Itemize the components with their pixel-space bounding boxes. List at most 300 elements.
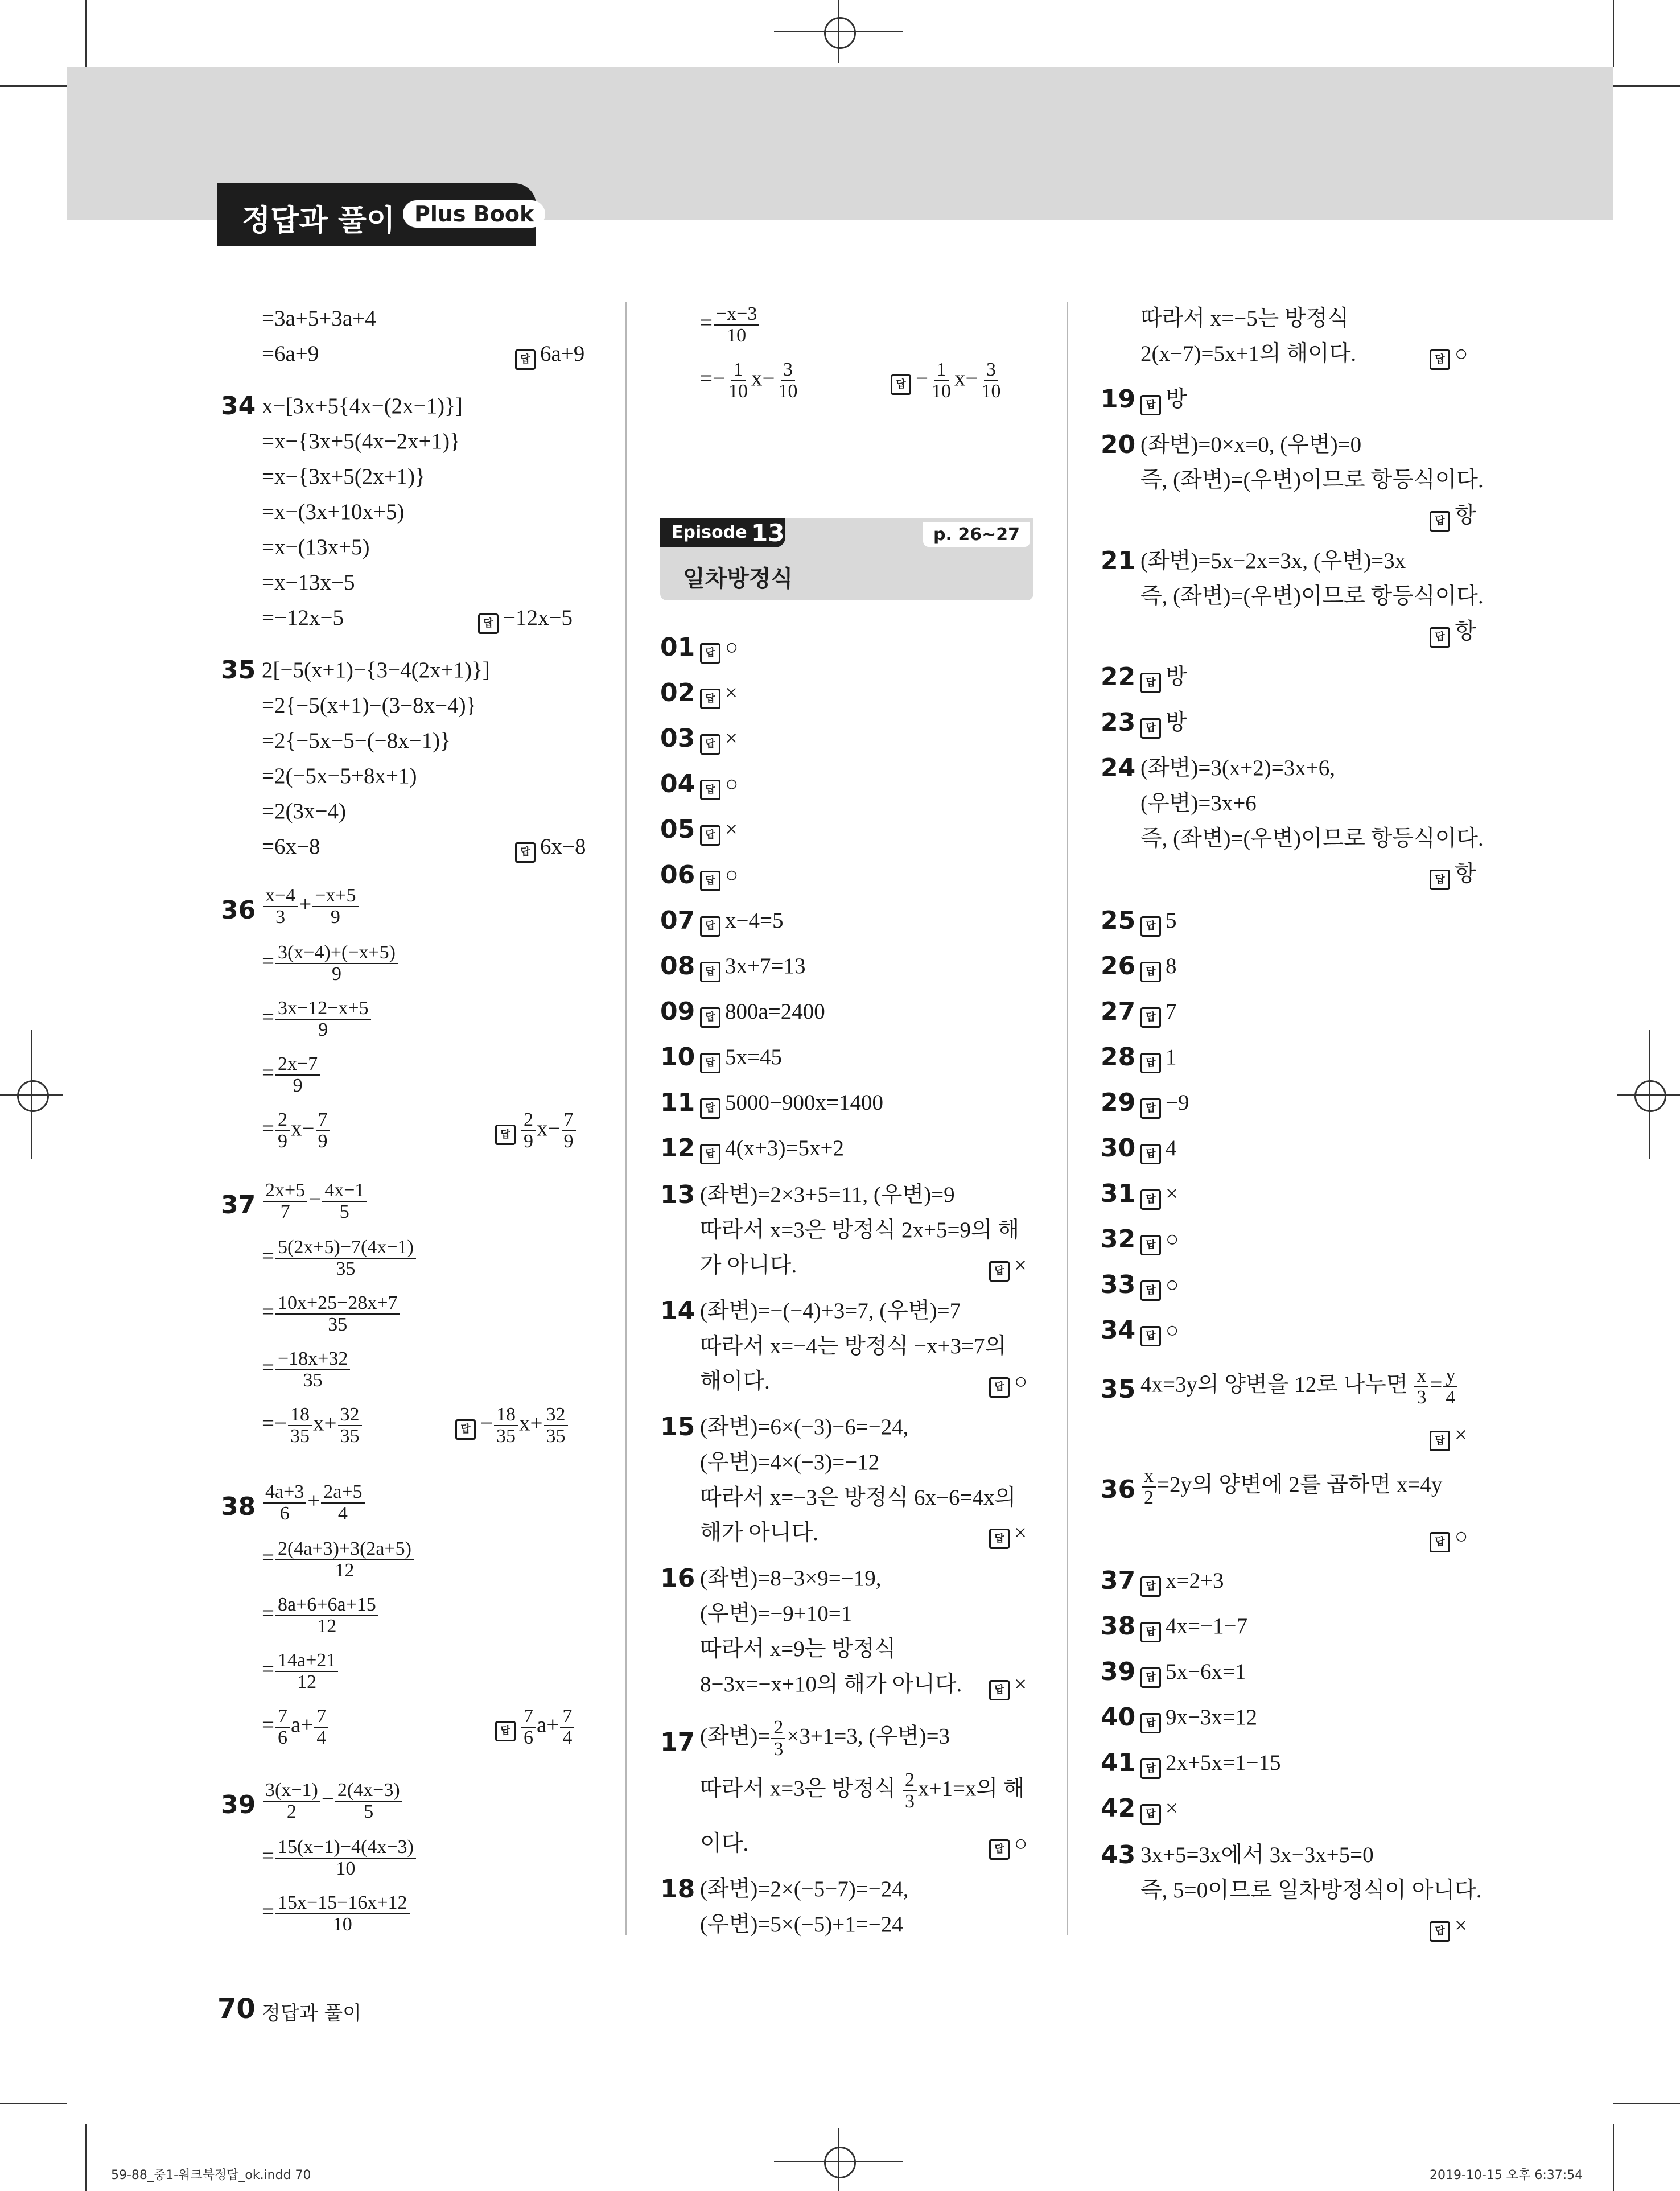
plus-book-badge: Plus Book bbox=[403, 200, 545, 228]
answer bbox=[1430, 504, 1476, 532]
numerator: x−4 bbox=[263, 886, 298, 907]
fraction bbox=[275, 1349, 350, 1390]
term: ×3+1=3, (우변)=3 bbox=[787, 1724, 950, 1749]
expr-line bbox=[262, 1780, 403, 1822]
problem-number: 13 bbox=[660, 1180, 695, 1209]
denominator: 6 bbox=[279, 1502, 290, 1524]
answer bbox=[1430, 343, 1468, 370]
problem-number: 36 bbox=[1101, 1475, 1136, 1504]
solution-line: 따라서 x=9는 방정식 bbox=[700, 1637, 896, 1661]
problem-number: 39 bbox=[221, 1790, 256, 1819]
answer-mark-icon: 답 bbox=[455, 1419, 476, 1440]
problem-number: 07 bbox=[660, 906, 695, 935]
denominator: 10 bbox=[778, 380, 798, 402]
expr-line bbox=[262, 1349, 351, 1390]
answer-value: ○ bbox=[1455, 1524, 1468, 1548]
expr-line: =2{−5(x+1)−(3−8x−4)} bbox=[262, 693, 477, 718]
fraction bbox=[275, 1893, 410, 1934]
numerator: 7 bbox=[275, 1706, 290, 1728]
answer-mark-icon: 답 bbox=[700, 1144, 720, 1164]
answer-mark-icon: 답 bbox=[515, 349, 536, 370]
fraction bbox=[275, 1237, 416, 1279]
fraction bbox=[714, 304, 759, 345]
numerator: 1 bbox=[934, 360, 949, 381]
denominator: 35 bbox=[328, 1313, 348, 1335]
problem-number: 33 bbox=[1101, 1270, 1136, 1299]
numerator: 3(x−4)+(−x+5) bbox=[275, 942, 398, 964]
answer bbox=[1140, 1000, 1177, 1028]
answer-value: 방 bbox=[1166, 387, 1187, 411]
answer-value: × bbox=[1014, 1521, 1027, 1545]
answer-mark-icon: 답 bbox=[1430, 511, 1450, 532]
denominator: 3 bbox=[275, 906, 286, 928]
operator: = bbox=[262, 1355, 274, 1380]
expr-line bbox=[262, 1539, 415, 1580]
operator: − bbox=[308, 1187, 322, 1212]
answer bbox=[1140, 955, 1177, 982]
answer-value: × bbox=[725, 681, 738, 705]
answer-mark-icon: 답 bbox=[478, 613, 499, 634]
solution-line: (우변)=−9+10=1 bbox=[700, 1601, 853, 1626]
answer bbox=[700, 909, 784, 937]
answer-mark-icon: 답 bbox=[700, 825, 720, 846]
denominator: 4 bbox=[337, 1502, 348, 1524]
answer bbox=[1140, 666, 1187, 693]
numerator: −x−3 bbox=[714, 304, 759, 326]
answer-value: 6a+9 bbox=[540, 341, 585, 366]
numerator: 1 bbox=[731, 360, 746, 381]
slug-file: 59-88_중1-워크북정답_ok.indd 70 bbox=[111, 2168, 311, 2182]
answer-value: 항 bbox=[1455, 862, 1476, 886]
answer bbox=[1430, 1914, 1467, 1942]
fraction bbox=[771, 1718, 785, 1759]
problem-number: 43 bbox=[1101, 1840, 1136, 1869]
problem-number: 06 bbox=[660, 860, 695, 889]
problem-number: 39 bbox=[1101, 1657, 1136, 1686]
episode-label: Episode bbox=[672, 522, 747, 542]
operator: = bbox=[262, 1243, 274, 1269]
expr-line: =2(−5x−5+8x+1) bbox=[262, 764, 417, 788]
solution-line: (좌변)=5x−2x=3x, (우변)=3x bbox=[1140, 549, 1406, 573]
term: − bbox=[480, 1411, 493, 1436]
operator: = bbox=[1430, 1372, 1443, 1397]
answer-mark-icon: 답 bbox=[1140, 1622, 1161, 1642]
answer bbox=[1140, 1706, 1257, 1733]
page-number: 70 bbox=[217, 1993, 256, 2025]
answer-mark-icon: 답 bbox=[1140, 1144, 1161, 1164]
fraction bbox=[321, 1482, 364, 1523]
answer bbox=[891, 360, 1004, 401]
numerator: 3 bbox=[781, 360, 795, 381]
problem-number: 16 bbox=[660, 1564, 695, 1593]
problem-number: 02 bbox=[660, 678, 695, 707]
denominator: 10 bbox=[932, 380, 951, 402]
answer-mark-icon: 답 bbox=[495, 1125, 516, 1145]
answer bbox=[515, 835, 586, 863]
answer bbox=[700, 727, 738, 755]
crop-mark bbox=[0, 85, 67, 87]
fraction bbox=[979, 360, 1003, 401]
answer-value: × bbox=[1014, 1253, 1027, 1278]
problem-number: 11 bbox=[660, 1088, 695, 1117]
numerator: 2 bbox=[521, 1110, 536, 1131]
numerator: 2 bbox=[771, 1718, 785, 1739]
problem-number: 25 bbox=[1101, 906, 1136, 935]
numerator: 32 bbox=[338, 1405, 362, 1426]
answer-value: x−4=5 bbox=[725, 908, 784, 933]
solution-line: (좌변)=6×(−3)−6=−24, bbox=[700, 1415, 909, 1439]
answer bbox=[1430, 1424, 1467, 1451]
denominator: 9 bbox=[278, 1130, 287, 1152]
numerator: 7 bbox=[316, 1110, 330, 1131]
numerator: 4x−1 bbox=[322, 1180, 367, 1202]
answer bbox=[1140, 1092, 1189, 1119]
answer-value: × bbox=[1014, 1672, 1027, 1696]
expr-line bbox=[700, 304, 760, 345]
crop-mark bbox=[0, 2103, 67, 2104]
numerator: 32 bbox=[544, 1405, 568, 1426]
solution-line: 가 아니다. bbox=[700, 1253, 797, 1278]
solution-line: 3x+5=3x에서 3x−3x+5=0 bbox=[1140, 1843, 1374, 1867]
answer bbox=[700, 636, 739, 664]
operator: = bbox=[262, 1657, 274, 1682]
denominator: 35 bbox=[336, 1258, 356, 1279]
problem-number: 26 bbox=[1101, 952, 1136, 981]
term: a+ bbox=[537, 1712, 559, 1737]
fraction bbox=[560, 1706, 574, 1748]
solution-line: (좌변)=0×x=0, (우변)=0 bbox=[1140, 433, 1362, 457]
denominator: 3 bbox=[904, 1790, 915, 1812]
numerator: 5(2x+5)−7(4x−1) bbox=[275, 1237, 416, 1259]
expr-line bbox=[262, 1405, 363, 1446]
expr-line bbox=[262, 1706, 330, 1748]
solution-line: 따라서 x=3은 방정식 2x+5=9의 해 bbox=[700, 1218, 1020, 1242]
problem-number: 35 bbox=[1101, 1375, 1136, 1404]
solution-line: 즉, (좌변)=(우변)이므로 항등식이다. bbox=[1140, 584, 1484, 608]
numerator: 3(x−1) bbox=[263, 1780, 320, 1802]
answer-value: ○ bbox=[1014, 1369, 1028, 1394]
answer-value: 8 bbox=[1166, 954, 1177, 978]
answer bbox=[478, 607, 573, 634]
expr-line: =2{−5x−5−(−8x−1)} bbox=[262, 728, 451, 753]
answer bbox=[1430, 1525, 1468, 1552]
numerator: 18 bbox=[288, 1405, 312, 1426]
answer-mark-icon: 답 bbox=[1140, 962, 1161, 982]
answer-value: 5000−900x=1400 bbox=[725, 1090, 883, 1115]
fraction bbox=[929, 360, 953, 401]
denominator: 2 bbox=[286, 1801, 297, 1822]
numerator: x bbox=[1142, 1466, 1156, 1488]
answer-value: 6x−8 bbox=[540, 834, 586, 859]
expr-line: =6x−8 bbox=[262, 834, 320, 859]
answer-mark-icon: 답 bbox=[700, 871, 720, 891]
answer-mark-icon: 답 bbox=[1140, 395, 1161, 415]
answer-value: 800a=2400 bbox=[725, 999, 825, 1024]
answer bbox=[700, 1000, 825, 1028]
denominator: 35 bbox=[303, 1369, 323, 1391]
solution-line: 즉, (좌변)=(우변)이므로 항등식이다. bbox=[1140, 468, 1484, 492]
answer bbox=[700, 1137, 844, 1164]
crop-mark bbox=[31, 1030, 32, 1159]
crop-mark bbox=[1613, 85, 1680, 87]
denominator: 6 bbox=[278, 1727, 287, 1748]
solution-line: 즉, (좌변)=(우변)이므로 항등식이다. bbox=[1140, 826, 1484, 851]
answer-mark-icon: 답 bbox=[700, 643, 720, 664]
fraction bbox=[275, 1706, 290, 1748]
answer-value: 5x−6x=1 bbox=[1166, 1659, 1246, 1684]
footer-label: 정답과 풀이 bbox=[262, 2002, 362, 2025]
answer-mark-icon: 답 bbox=[515, 842, 536, 863]
problem-number: 24 bbox=[1101, 753, 1136, 782]
fraction bbox=[275, 1539, 414, 1580]
answer-value: × bbox=[1455, 1913, 1467, 1938]
denominator: 4 bbox=[316, 1727, 327, 1748]
answer-value: ○ bbox=[1455, 341, 1468, 366]
answer bbox=[1430, 863, 1476, 890]
answer-mark-icon: 답 bbox=[1140, 1280, 1161, 1301]
problem-number: 21 bbox=[1101, 546, 1136, 575]
answer-value: ○ bbox=[1014, 1831, 1028, 1856]
answer-value: x=2+3 bbox=[1166, 1568, 1224, 1593]
answer-value: 4 bbox=[1166, 1136, 1177, 1160]
numerator: 2 bbox=[275, 1110, 290, 1131]
term: x+1=x의 해 bbox=[917, 1776, 1025, 1801]
solution-line: 따라서 x=−4는 방정식 −x+3=7의 bbox=[700, 1334, 1007, 1358]
problem-number: 18 bbox=[660, 1875, 695, 1904]
crop-mark bbox=[1613, 2103, 1680, 2104]
answer-value: 7 bbox=[1166, 999, 1177, 1024]
numerator: x bbox=[1414, 1366, 1428, 1387]
answer bbox=[700, 864, 739, 891]
answer-value: ○ bbox=[1166, 1318, 1179, 1342]
answer-mark-icon: 답 bbox=[989, 1529, 1010, 1549]
problem-number: 04 bbox=[660, 769, 695, 798]
term: − bbox=[916, 366, 928, 391]
problem-number: 34 bbox=[1101, 1316, 1136, 1345]
problem-number: 27 bbox=[1101, 997, 1136, 1026]
answer bbox=[989, 1673, 1027, 1700]
solution-line: 해이다. bbox=[700, 1369, 770, 1394]
solution-line: 이다. bbox=[700, 1831, 749, 1856]
numerator: 7 bbox=[314, 1706, 328, 1728]
problem-number: 37 bbox=[1101, 1566, 1136, 1595]
denominator: 9 bbox=[330, 906, 340, 928]
denominator: 9 bbox=[332, 963, 341, 985]
answer-value: 방 bbox=[1166, 665, 1187, 689]
answer-mark-icon: 답 bbox=[989, 1839, 1010, 1860]
answer bbox=[495, 1110, 577, 1151]
expr-line: =2(3x−4) bbox=[262, 799, 346, 823]
answer bbox=[989, 1370, 1028, 1398]
fraction bbox=[1443, 1366, 1457, 1407]
problem-number: 23 bbox=[1101, 708, 1136, 737]
numerator: 2a+5 bbox=[321, 1482, 364, 1504]
expr-line bbox=[262, 1893, 411, 1934]
problem-number: 35 bbox=[221, 656, 256, 685]
answer bbox=[1140, 1752, 1280, 1779]
fraction bbox=[726, 360, 750, 401]
problem-number: 40 bbox=[1101, 1703, 1136, 1732]
term: x− bbox=[537, 1116, 561, 1141]
denominator: 9 bbox=[563, 1130, 574, 1152]
expr-line bbox=[262, 1237, 417, 1279]
answer-value: 4x=−1−7 bbox=[1166, 1614, 1247, 1638]
answer bbox=[1140, 1661, 1246, 1688]
denominator: 10 bbox=[332, 1913, 352, 1935]
numerator: 15x−15−16x+12 bbox=[275, 1893, 410, 1914]
fraction bbox=[275, 942, 398, 984]
denominator: 35 bbox=[496, 1425, 516, 1447]
answer-value: × bbox=[725, 726, 738, 751]
operator: = bbox=[262, 1299, 274, 1324]
numerator: 15(x−1)−4(4x−3) bbox=[275, 1837, 416, 1859]
fraction bbox=[275, 1837, 416, 1879]
operator: = bbox=[262, 1004, 274, 1029]
answer bbox=[700, 773, 739, 800]
page-header-title: 정답과 풀이 bbox=[242, 204, 396, 238]
numerator: 7 bbox=[521, 1706, 536, 1728]
problem-number: 30 bbox=[1101, 1134, 1136, 1163]
fraction bbox=[903, 1770, 917, 1811]
operator: = bbox=[262, 1712, 274, 1737]
answer-mark-icon: 답 bbox=[700, 1007, 720, 1028]
answer-mark-icon: 답 bbox=[1140, 673, 1161, 693]
term: x− bbox=[954, 366, 978, 391]
answer-value: ○ bbox=[1166, 1227, 1179, 1251]
denominator: 5 bbox=[364, 1801, 374, 1822]
numerator: 3 bbox=[984, 360, 998, 381]
fraction bbox=[544, 1405, 568, 1446]
answer-mark-icon: 답 bbox=[700, 962, 720, 982]
problem-number: 41 bbox=[1101, 1748, 1136, 1777]
column-divider bbox=[625, 302, 627, 1935]
answer-value: × bbox=[725, 817, 738, 842]
expr-line: =x−(3x+10x+5) bbox=[262, 500, 405, 524]
denominator: 9 bbox=[318, 1019, 328, 1040]
numerator: 18 bbox=[494, 1405, 518, 1426]
operator: = bbox=[262, 1899, 274, 1924]
solution-line: 따라서 x=−5는 방정식 bbox=[1140, 306, 1349, 331]
denominator: 12 bbox=[297, 1671, 317, 1692]
answer bbox=[1140, 388, 1187, 415]
answer bbox=[1140, 711, 1187, 739]
expr-line bbox=[262, 1482, 366, 1523]
answer-value: 2x+5x=1−15 bbox=[1166, 1751, 1281, 1775]
numerator: 2 bbox=[903, 1770, 917, 1791]
denominator: 9 bbox=[318, 1130, 328, 1152]
answer bbox=[1140, 1228, 1179, 1255]
answer-mark-icon: 답 bbox=[700, 916, 720, 937]
fraction bbox=[335, 1780, 402, 1822]
fraction bbox=[521, 1110, 536, 1151]
answer-value: 9x−3x=12 bbox=[1166, 1705, 1257, 1729]
answer-value: 4(x+3)=5x+2 bbox=[725, 1136, 844, 1160]
fraction bbox=[1142, 1466, 1156, 1508]
denominator: 35 bbox=[546, 1425, 566, 1447]
solution-line bbox=[1140, 1366, 1459, 1407]
crop-mark bbox=[838, 0, 839, 63]
problem-number: 22 bbox=[1101, 662, 1136, 691]
answer-mark-icon: 답 bbox=[1430, 627, 1450, 648]
fraction bbox=[288, 1405, 312, 1446]
crop-mark bbox=[1613, 0, 1614, 67]
denominator: 35 bbox=[290, 1425, 310, 1447]
solution-line: 따라서 x=−3은 방정식 6x−6=4x의 bbox=[700, 1485, 1016, 1510]
operator: =− bbox=[700, 366, 725, 391]
expr-line: =x−{3x+5(4x−2x+1)} bbox=[262, 429, 460, 454]
denominator: 10 bbox=[981, 380, 1001, 402]
answer-value: ○ bbox=[725, 863, 739, 887]
answer-mark-icon: 답 bbox=[989, 1680, 1010, 1700]
solution-line: (좌변)=−(−4)+3=7, (우변)=7 bbox=[700, 1299, 961, 1323]
expr-line bbox=[262, 942, 399, 984]
answer-value: × bbox=[1166, 1181, 1178, 1206]
problem-number: 09 bbox=[660, 997, 695, 1026]
answer-mark-icon: 답 bbox=[700, 689, 720, 709]
term: (좌변)= bbox=[700, 1724, 771, 1749]
expr-line: =x−{3x+5(2x+1)} bbox=[262, 464, 426, 489]
denominator: 12 bbox=[335, 1559, 355, 1581]
registration-mark-icon bbox=[824, 2147, 856, 2178]
answer bbox=[1430, 620, 1476, 648]
answer-mark-icon: 답 bbox=[1140, 1326, 1161, 1346]
denominator: 5 bbox=[339, 1201, 349, 1222]
solution-line: (우변)=5×(−5)+1=−24 bbox=[700, 1912, 903, 1937]
fraction bbox=[521, 1706, 536, 1748]
expr-line bbox=[262, 1054, 321, 1096]
operator: = bbox=[700, 310, 713, 335]
answer-value: 항 bbox=[1455, 503, 1476, 528]
denominator: 3 bbox=[1417, 1386, 1427, 1408]
problem-number: 08 bbox=[660, 952, 695, 981]
answer bbox=[700, 1092, 883, 1119]
episode-title: 일차방정식 bbox=[683, 566, 793, 592]
denominator: 9 bbox=[293, 1074, 303, 1096]
answer-mark-icon: 답 bbox=[1430, 870, 1450, 890]
problem-number: 38 bbox=[221, 1492, 256, 1521]
operator: = bbox=[262, 1060, 274, 1085]
solution-line: 8−3x=−x+10의 해가 아니다. bbox=[700, 1672, 962, 1696]
numerator: −x+5 bbox=[312, 886, 358, 907]
expr-line: =x−13x−5 bbox=[262, 570, 355, 595]
answer bbox=[1140, 1137, 1177, 1164]
fraction bbox=[562, 1110, 576, 1151]
answer-mark-icon: 답 bbox=[1140, 1235, 1161, 1255]
answer-mark-icon: 답 bbox=[989, 1377, 1010, 1398]
answer-value: 3x+7=13 bbox=[725, 954, 806, 978]
numerator: 2x−7 bbox=[275, 1054, 320, 1076]
answer-mark-icon: 답 bbox=[1430, 1532, 1450, 1552]
answer-value: 방 bbox=[1166, 710, 1187, 735]
solution-line: (좌변)=2×3+5=11, (우변)=9 bbox=[700, 1183, 955, 1207]
answer-value: × bbox=[1455, 1423, 1467, 1447]
answer-mark-icon: 답 bbox=[1430, 1431, 1450, 1451]
fraction bbox=[275, 1054, 320, 1096]
answer bbox=[700, 1046, 782, 1073]
solution-line: 즉, 5=0이므로 일차방정식이 아니다. bbox=[1140, 1878, 1482, 1902]
answer bbox=[1140, 1797, 1178, 1825]
solution-line bbox=[700, 1718, 950, 1759]
answer bbox=[1140, 1570, 1224, 1597]
numerator: 2(4a+3)+3(2a+5) bbox=[275, 1539, 414, 1560]
expr-line bbox=[262, 1650, 339, 1692]
answer-mark-icon: 답 bbox=[1140, 1098, 1161, 1119]
operator: = bbox=[262, 1601, 274, 1626]
episode-pages: p. 26~27 bbox=[923, 522, 1030, 547]
episode-number: 13 bbox=[751, 519, 785, 547]
answer-value: ○ bbox=[1166, 1272, 1179, 1297]
solution-line: (우변)=4×(−3)=−12 bbox=[700, 1450, 880, 1475]
